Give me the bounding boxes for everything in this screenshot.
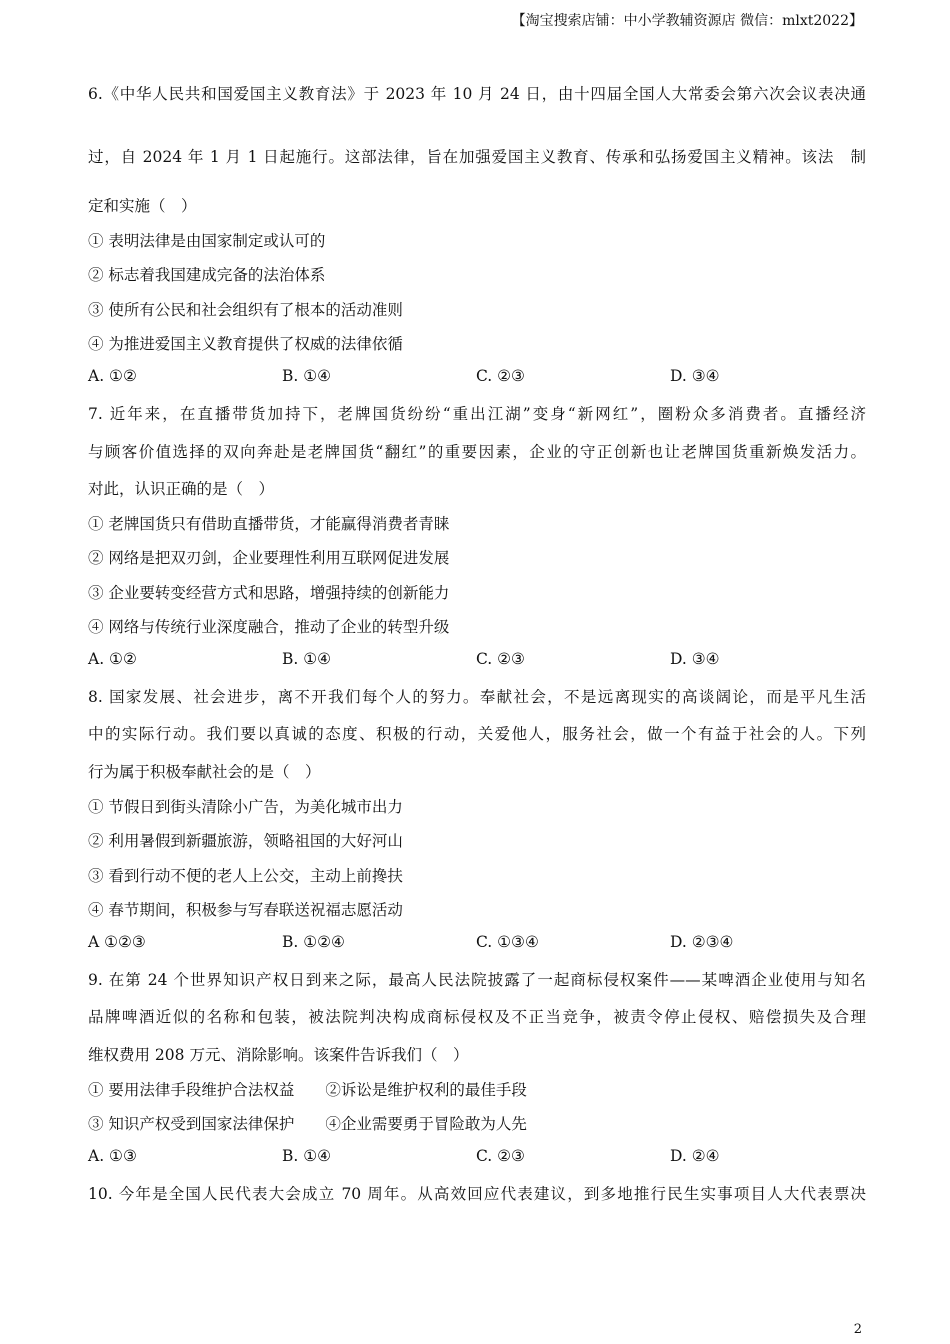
statement: ① 要用法律手段维护合法权益 ②诉讼是维护权利的最佳手段 — [88, 1081, 527, 1099]
page-header: 【淘宝搜索店铺：中小学教辅资源店 微信：mlxt2022】 — [511, 13, 863, 29]
option-a: A. ①③ — [88, 1147, 137, 1165]
option-c: C. ②③ — [476, 1147, 525, 1165]
option-d: D. ③④ — [670, 650, 720, 668]
question-text-line: 定和实施（ ） — [88, 197, 197, 215]
statement: ① 节假日到街头清除小广告，为美化城市出力 — [88, 798, 403, 816]
question-text-line: 维权费用 208 万元、消除影响。该案件告诉我们（ ） — [88, 1046, 469, 1064]
statement: ④ 网络与传统行业深度融合，推动了企业的转型升级 — [88, 618, 450, 636]
statement: ③ 使所有公民和社会组织有了根本的活动准则 — [88, 301, 403, 319]
statement: ③ 企业要转变经营方式和思路，增强持续的创新能力 — [88, 584, 450, 602]
option-c: C. ①③④ — [476, 933, 539, 951]
question-text-line: 与顾客价值选择的双向奔赴是老牌国货“翻红”的重要因素，企业的守正创新也让老牌国货重新焕发活力。 — [88, 443, 866, 461]
statement: ② 网络是把双刃剑，企业要理性利用互联网促进发展 — [88, 549, 450, 567]
option-d: D. ②③④ — [670, 933, 734, 951]
statement: ④ 为推进爱国主义教育提供了权威的法律依循 — [88, 335, 403, 353]
statement: ③ 知识产权受到国家法律保护 ④企业需要勇于冒险敢为人先 — [88, 1115, 527, 1133]
question-text-line: 过，自 2024 年 1 月 1 日起施行。这部法律，旨在加强爱国主义教育、传承和弘扬爱国主义精神。该法 制 — [88, 148, 866, 166]
question-text-line: 中的实际行动。我们要以真诚的态度、积极的行动，关爱他人，服务社会，做一个有益于社会的人。下列 — [88, 725, 866, 743]
statement: ③ 看到行动不便的老人上公交，主动上前搀扶 — [88, 867, 403, 885]
statement: ② 利用暑假到新疆旅游，领略祖国的大好河山 — [88, 832, 403, 850]
statement: ① 表明法律是由国家制定或认可的 — [88, 232, 326, 250]
statement: ① 老牌国货只有借助直播带货，才能赢得消费者青睐 — [88, 515, 450, 533]
question-text-line: 行为属于积极奉献社会的是（ ） — [88, 763, 321, 781]
option-b: B. ①④ — [282, 1147, 332, 1165]
option-a: A. ①② — [88, 367, 137, 385]
page-number: 2 — [853, 1322, 862, 1337]
question-text-line: 品牌啤酒近似的名称和包装，被法院判决构成商标侵权及不正当竞争，被责令停止侵权、赔偿损失及合理 — [88, 1008, 866, 1026]
option-a: A ①②③ — [88, 933, 146, 951]
option-c: C. ②③ — [476, 367, 525, 385]
question-text-line: 对此，认识正确的是（ ） — [88, 480, 275, 498]
statement: ② 标志着我国建成完备的法治体系 — [88, 266, 326, 284]
option-a: A. ①② — [88, 650, 137, 668]
option-b: B. ①②④ — [282, 933, 345, 951]
question-text-line: 7. 近年来，在直播带货加持下，老牌国货纷纷“重出江湖”变身“新网红”，圈粉众多消费者。直播经济 — [88, 405, 866, 423]
question-text-line: 8. 国家发展、社会进步，离不开我们每个人的努力。奉献社会，不是远离现实的高谈阔论，而是平凡生活 — [88, 688, 866, 706]
option-d: D. ③④ — [670, 367, 720, 385]
option-b: B. ①④ — [282, 650, 332, 668]
statement: ④ 春节期间，积极参与写春联送祝福志愿活动 — [88, 901, 403, 919]
question-text-line: 6.《中华人民共和国爱国主义教育法》于 2023 年 10 月 24 日，由十四届全国人大常委会第六次会议表决通 — [88, 85, 866, 103]
option-b: B. ①④ — [282, 367, 332, 385]
option-d: D. ②④ — [670, 1147, 720, 1165]
question-text-line: 9. 在第 24 个世界知识产权日到来之际，最高人民法院披露了一起商标侵权案件——某啤酒企业使用与知名 — [88, 971, 866, 989]
question-text-line: 10. 今年是全国人民代表大会成立 70 周年。从高效回应代表建议，到多地推行民生实事项目人大代表票决 — [88, 1185, 866, 1203]
option-c: C. ②③ — [476, 650, 525, 668]
